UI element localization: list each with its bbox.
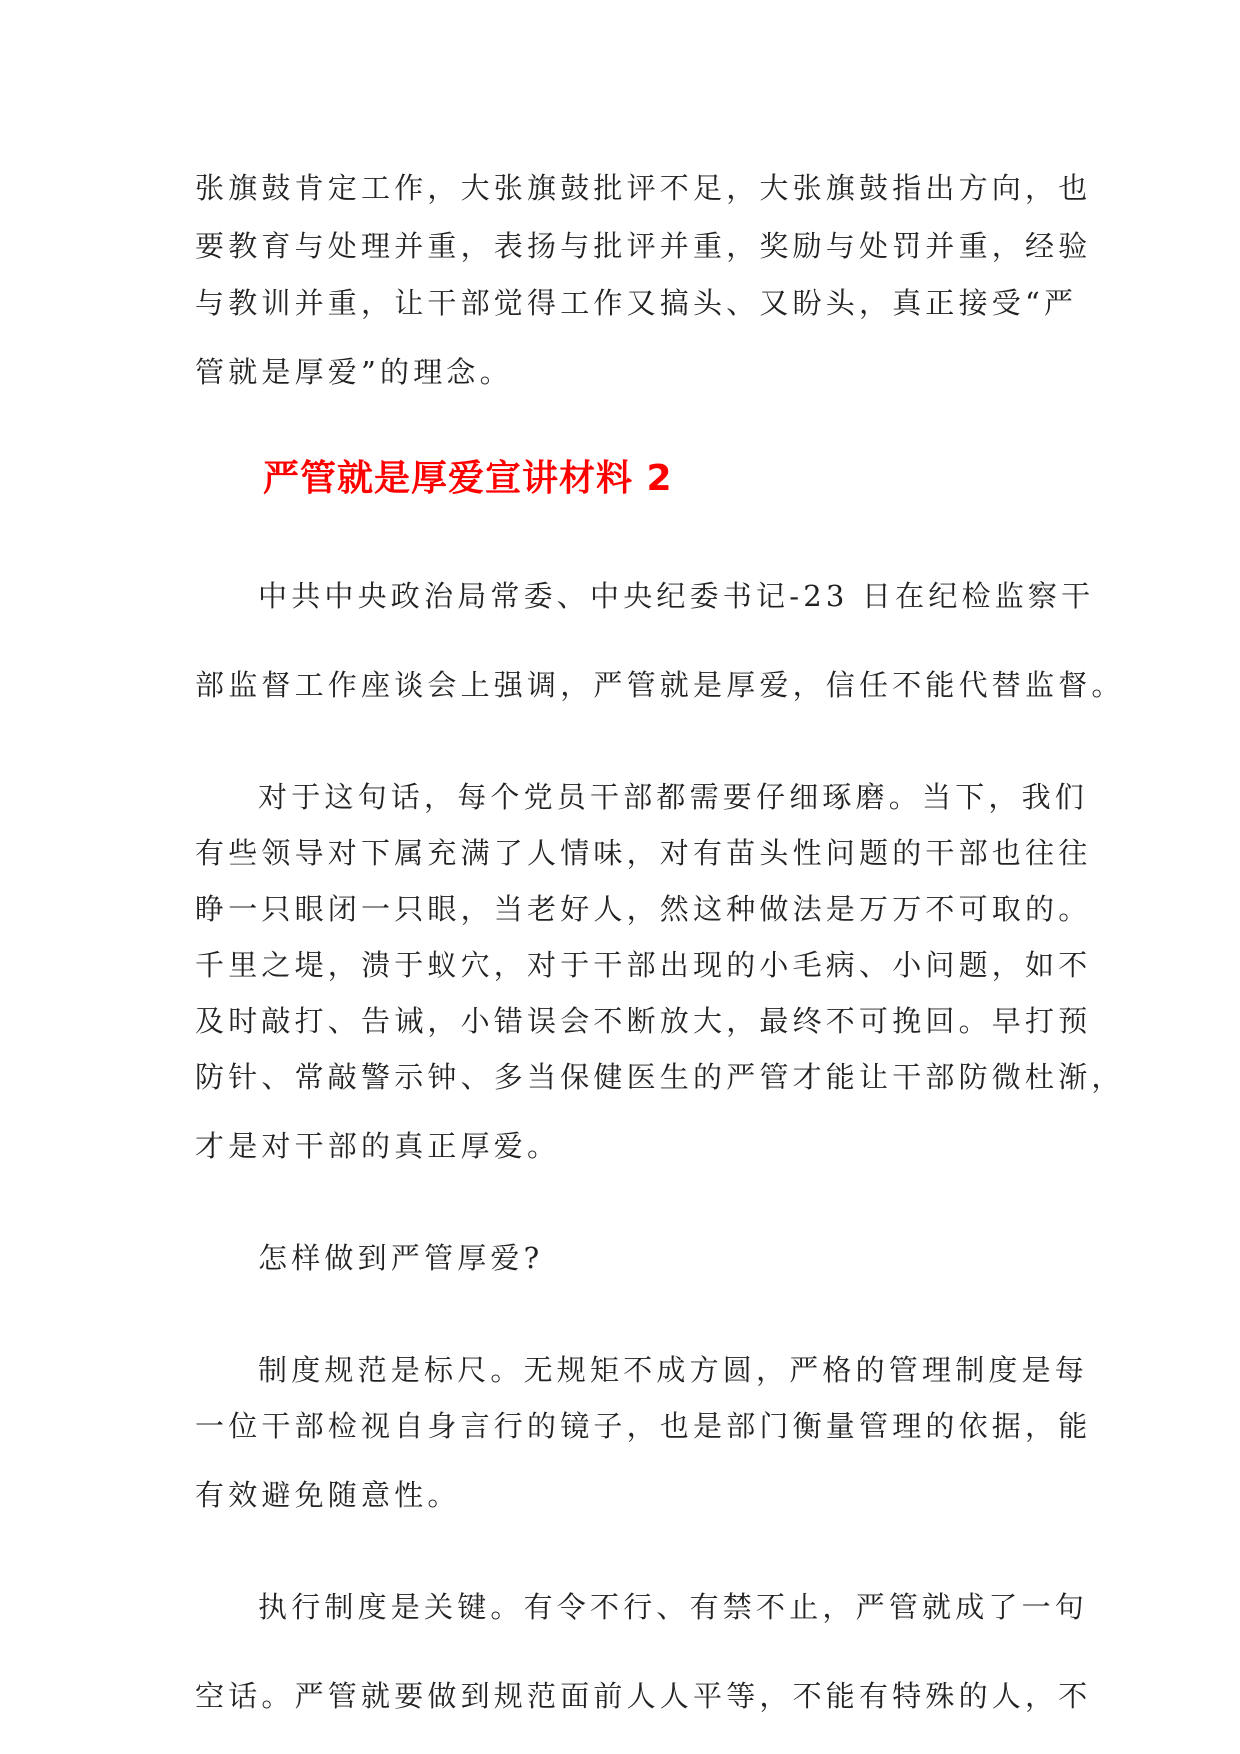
body-text-line: 对于这句话，每个党员干部都需要仔细琢磨。当下，我们 (258, 780, 1089, 814)
body-text-line: 部监督工作座谈会上强调，严管就是厚爱，信任不能代替监督。 (195, 668, 1125, 702)
body-text-line: 与教训并重，让干部觉得工作又搞头、又盼头，真正接受“严 (195, 286, 1078, 320)
body-text-line: 睁一只眼闭一只眼，当老好人，然这种做法是万万不可取的。 (195, 892, 1092, 926)
body-text-line: 防针、常敲警示钟、多当保健医生的严管才能让干部防微杜渐， (195, 1060, 1125, 1094)
body-text-line: 一位干部检视自身言行的镜子，也是部门衡量管理的依据，能 (195, 1409, 1092, 1443)
body-text-line: 管就是厚爱”的理念。 (195, 355, 513, 389)
body-text-line: 制度规范是标尺。无规矩不成方圆，严格的管理制度是每 (258, 1353, 1089, 1387)
body-text-line: 张旗鼓肯定工作，大张旗鼓批评不足，大张旗鼓指出方向，也 (195, 171, 1092, 205)
body-text-line: 才是对干部的真正厚爱。 (195, 1129, 561, 1163)
body-text-line: 有效避免随意性。 (195, 1478, 461, 1512)
body-text-line: 怎样做到严管厚爱? (258, 1241, 544, 1275)
body-text-line: 空话。严管就要做到规范面前人人平等，不能有特殊的人，不 (195, 1679, 1092, 1713)
body-text-line: 千里之堤，溃于蚁穴，对于干部出现的小毛病、小问题，如不 (195, 948, 1092, 982)
body-text-line: 有些领导对下属充满了人情味，对有苗头性问题的干部也往往 (195, 836, 1092, 870)
body-text-line: 执行制度是关键。有令不行、有禁不止，严管就成了一句 (258, 1590, 1089, 1624)
section-title: 严管就是厚爱宣讲材料 2 (263, 458, 673, 499)
body-text-line: 中共中央政治局常委、中央纪委书记-23 日在纪检监察干 (258, 579, 1095, 613)
body-text-line: 及时敲打、告诫，小错误会不断放大，最终不可挽回。早打预 (195, 1004, 1092, 1038)
body-text-line: 要教育与处理并重，表扬与批评并重，奖励与处罚并重，经验 (195, 229, 1092, 263)
